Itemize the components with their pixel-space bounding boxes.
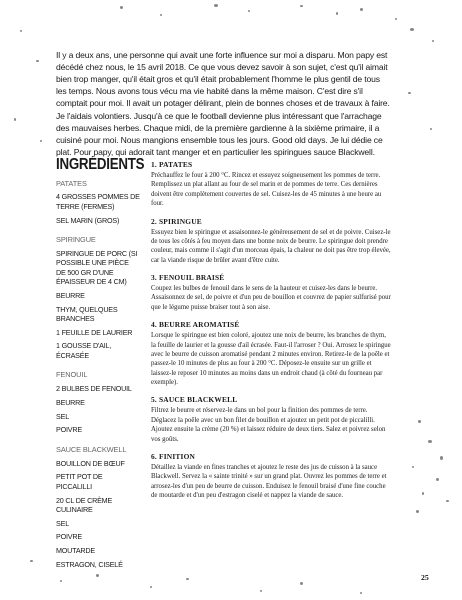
ingredients-title: INGRÉDIENTS — [56, 156, 145, 173]
ingredient-group-heading: FENOUIL — [56, 370, 88, 380]
ingredient-item: 1 GOUSSE D'AIL, ÉCRASÉE — [56, 341, 112, 360]
ingredient-item: 1 FEUILLE DE LAURIER — [56, 327, 133, 337]
ingredient-item: SEL MARIN (GROS) — [56, 215, 120, 225]
ingredient-item: SEL — [56, 518, 69, 528]
step-text: Coupez les bulbes de fenouil dans le sens de la hauteur et cuisez-les dans le beurre. Assaisonnez de sel, de poivre et d'un peu de bouillon et couvrez de papier sulfurisé pour que le légume puisse braiser tout à son aise. — [151, 285, 391, 311]
ingredient-item: BOUILLON DE BŒUF — [56, 458, 125, 468]
step-title: 1. PATATES — [151, 160, 193, 169]
ingredient-item: THYM, QUELQUES BRANCHES — [56, 304, 118, 323]
step-text: Filtrez le beurre et réservez-le dans un bol pour la finition des pommes de terre. Déglacez la poêle avec un bon filet de bouillon et ajoutez un petit pot de piccalilli. Ajoutez ensuite la crème (20 %) et laissez réduire de deux tiers. Salez et poivrez selon vos goûts. — [151, 407, 386, 443]
ingredient-group-sauce-blackwell — [56, 445, 140, 570]
ingredients-column — [56, 156, 145, 579]
ingredient-item: SPIRINGUE DE PORC (SI POSSIBLE UNE PIÈCE DE 500 GR D'UNE ÉPAISSEUR DE 4 CM) — [56, 248, 138, 287]
ingredient-group-fenouil — [56, 370, 140, 435]
step-title: 5. SAUCE BLACKWELL — [151, 395, 238, 405]
method-step — [151, 452, 391, 501]
method-step — [151, 273, 391, 312]
ingredient-item: BEURRE — [56, 290, 85, 300]
step-text: Essuyez bien le spiringue et assaisonnez-le généreusement de sel et de poivre. Cuisez-le de tous les côtés à feu moyen dans une bonne noix de beurre. Le spiringue doit prendre couleur, mais comme il s'agit d'un morceau épais, la chaleur ne doit pas être trop élevée, car la viande risque de brûler avant d'être cuite. — [151, 228, 391, 264]
step-title: 4. BEURRE AROMATISÉ — [151, 320, 240, 330]
method-step — [151, 160, 391, 209]
step-title: 3. FENOUIL BRAISÉ — [151, 273, 225, 282]
ingredient-item: PETIT POT DE PICCALILLI — [56, 472, 103, 491]
method-column — [151, 160, 391, 508]
page-number: 25 — [421, 573, 429, 582]
step-title: 2. SPIRINGUE — [151, 216, 202, 226]
step-text: Préchauffez le four à 200 °C. Rincez et essuyez soigneusement les pommes de terre. Remplissez un plat allant au four de sel marin et de pommes de terre. Ces dernières doivent être complètement couvertes de sel. Cuisez-les de 45 minutes à une heure au four. — [151, 172, 382, 208]
ingredient-item: ESTRAGON, CISELÉ — [56, 559, 123, 569]
step-text: Lorsque le spiringue est bien coloré, ajoutez une noix de beurre, les branches de thym, la feuille de laurier et la gousse d'ail écrasée. Faut-il l'arroser ? Oui. Arrosez le spiringue avec le beurre de cuisson aromatisé pendant 2 minutes environ. Retirez-le de la poêle et passez-le 10 minutes de plus au four à 200 °C. Déposez-le ensuite sur un grille et laissez-le reposer 10 minutes au moins dans un endroit chaud (à côté du fourneau par exemple). — [151, 332, 391, 386]
ingredient-item: 4 GROSSES POMMES DE TERRE (FERMES) — [56, 192, 140, 211]
method-step — [151, 395, 391, 444]
ingredient-group-heading: SPIRINGUE — [56, 234, 96, 244]
ingredient-item: POIVRE — [56, 425, 82, 435]
ingredient-item: 2 BULBES DE FENOUIL — [56, 384, 132, 394]
ingredient-item: 20 CL DE CRÈME CULINAIRE — [56, 495, 113, 514]
ingredient-item: MOUTARDE — [56, 546, 95, 556]
intro-paragraph: Il y a deux ans, une personne qui avait une forte influence sur moi a disparu. Mon papy est décédé chez nous, le 15 avril 2018. Ce que vous devez savoir à son sujet, c'est qu'il aimait bien trop manger, qu'il était gros et qu'il était probablement l'homme le plus gentil de tous les temps. Nous avons tous vécu ma vie habité dans la même maison. C'est dire s'il comptait pour moi. Il avait un potager délirant, plein de bonnes choses et de travaux à faire. Je l'aidais volontiers. Jusqu'à ce que le football devienne plus intéressant que l'arrachage des mauvaises herbes. Chaque midi, de la première gardienne à la sixième primaire, il a cuisiné pour moi. Nous mangions ensemble tous les jours. Good old days. Je lui dédie ce plat. Pour papy, qui adorait tant manger et en particulier les spiringues sauce Blackwell. — [56, 49, 390, 158]
ingredient-group-spiringue — [56, 235, 140, 360]
ingredient-group-heading: PATATES — [56, 178, 87, 188]
ingredient-group-heading: SAUCE BLACKWELL — [56, 444, 127, 454]
method-step — [151, 217, 391, 266]
step-title: 6. FINITION — [151, 451, 196, 461]
ingredient-item: SEL — [56, 411, 69, 421]
ingredient-group-patates — [56, 179, 140, 225]
ingredient-item: POIVRE — [56, 532, 82, 542]
step-text: Détaillez la viande en fines tranches et ajoutez le reste des jus de cuisson à la sauce Blackwell. Servez la « sainte trinité » sur un grand plat. Ouvrez les pommes de terre et arrosez-les d'un peu de beurre de cuisson. Enduisez le fenouil braisé d'une fine couche de moutarde et d'un peu d'estragon ciselé et nappez la viande de sauce. — [151, 463, 387, 499]
method-step — [151, 320, 391, 387]
ingredient-item: BEURRE — [56, 397, 85, 407]
